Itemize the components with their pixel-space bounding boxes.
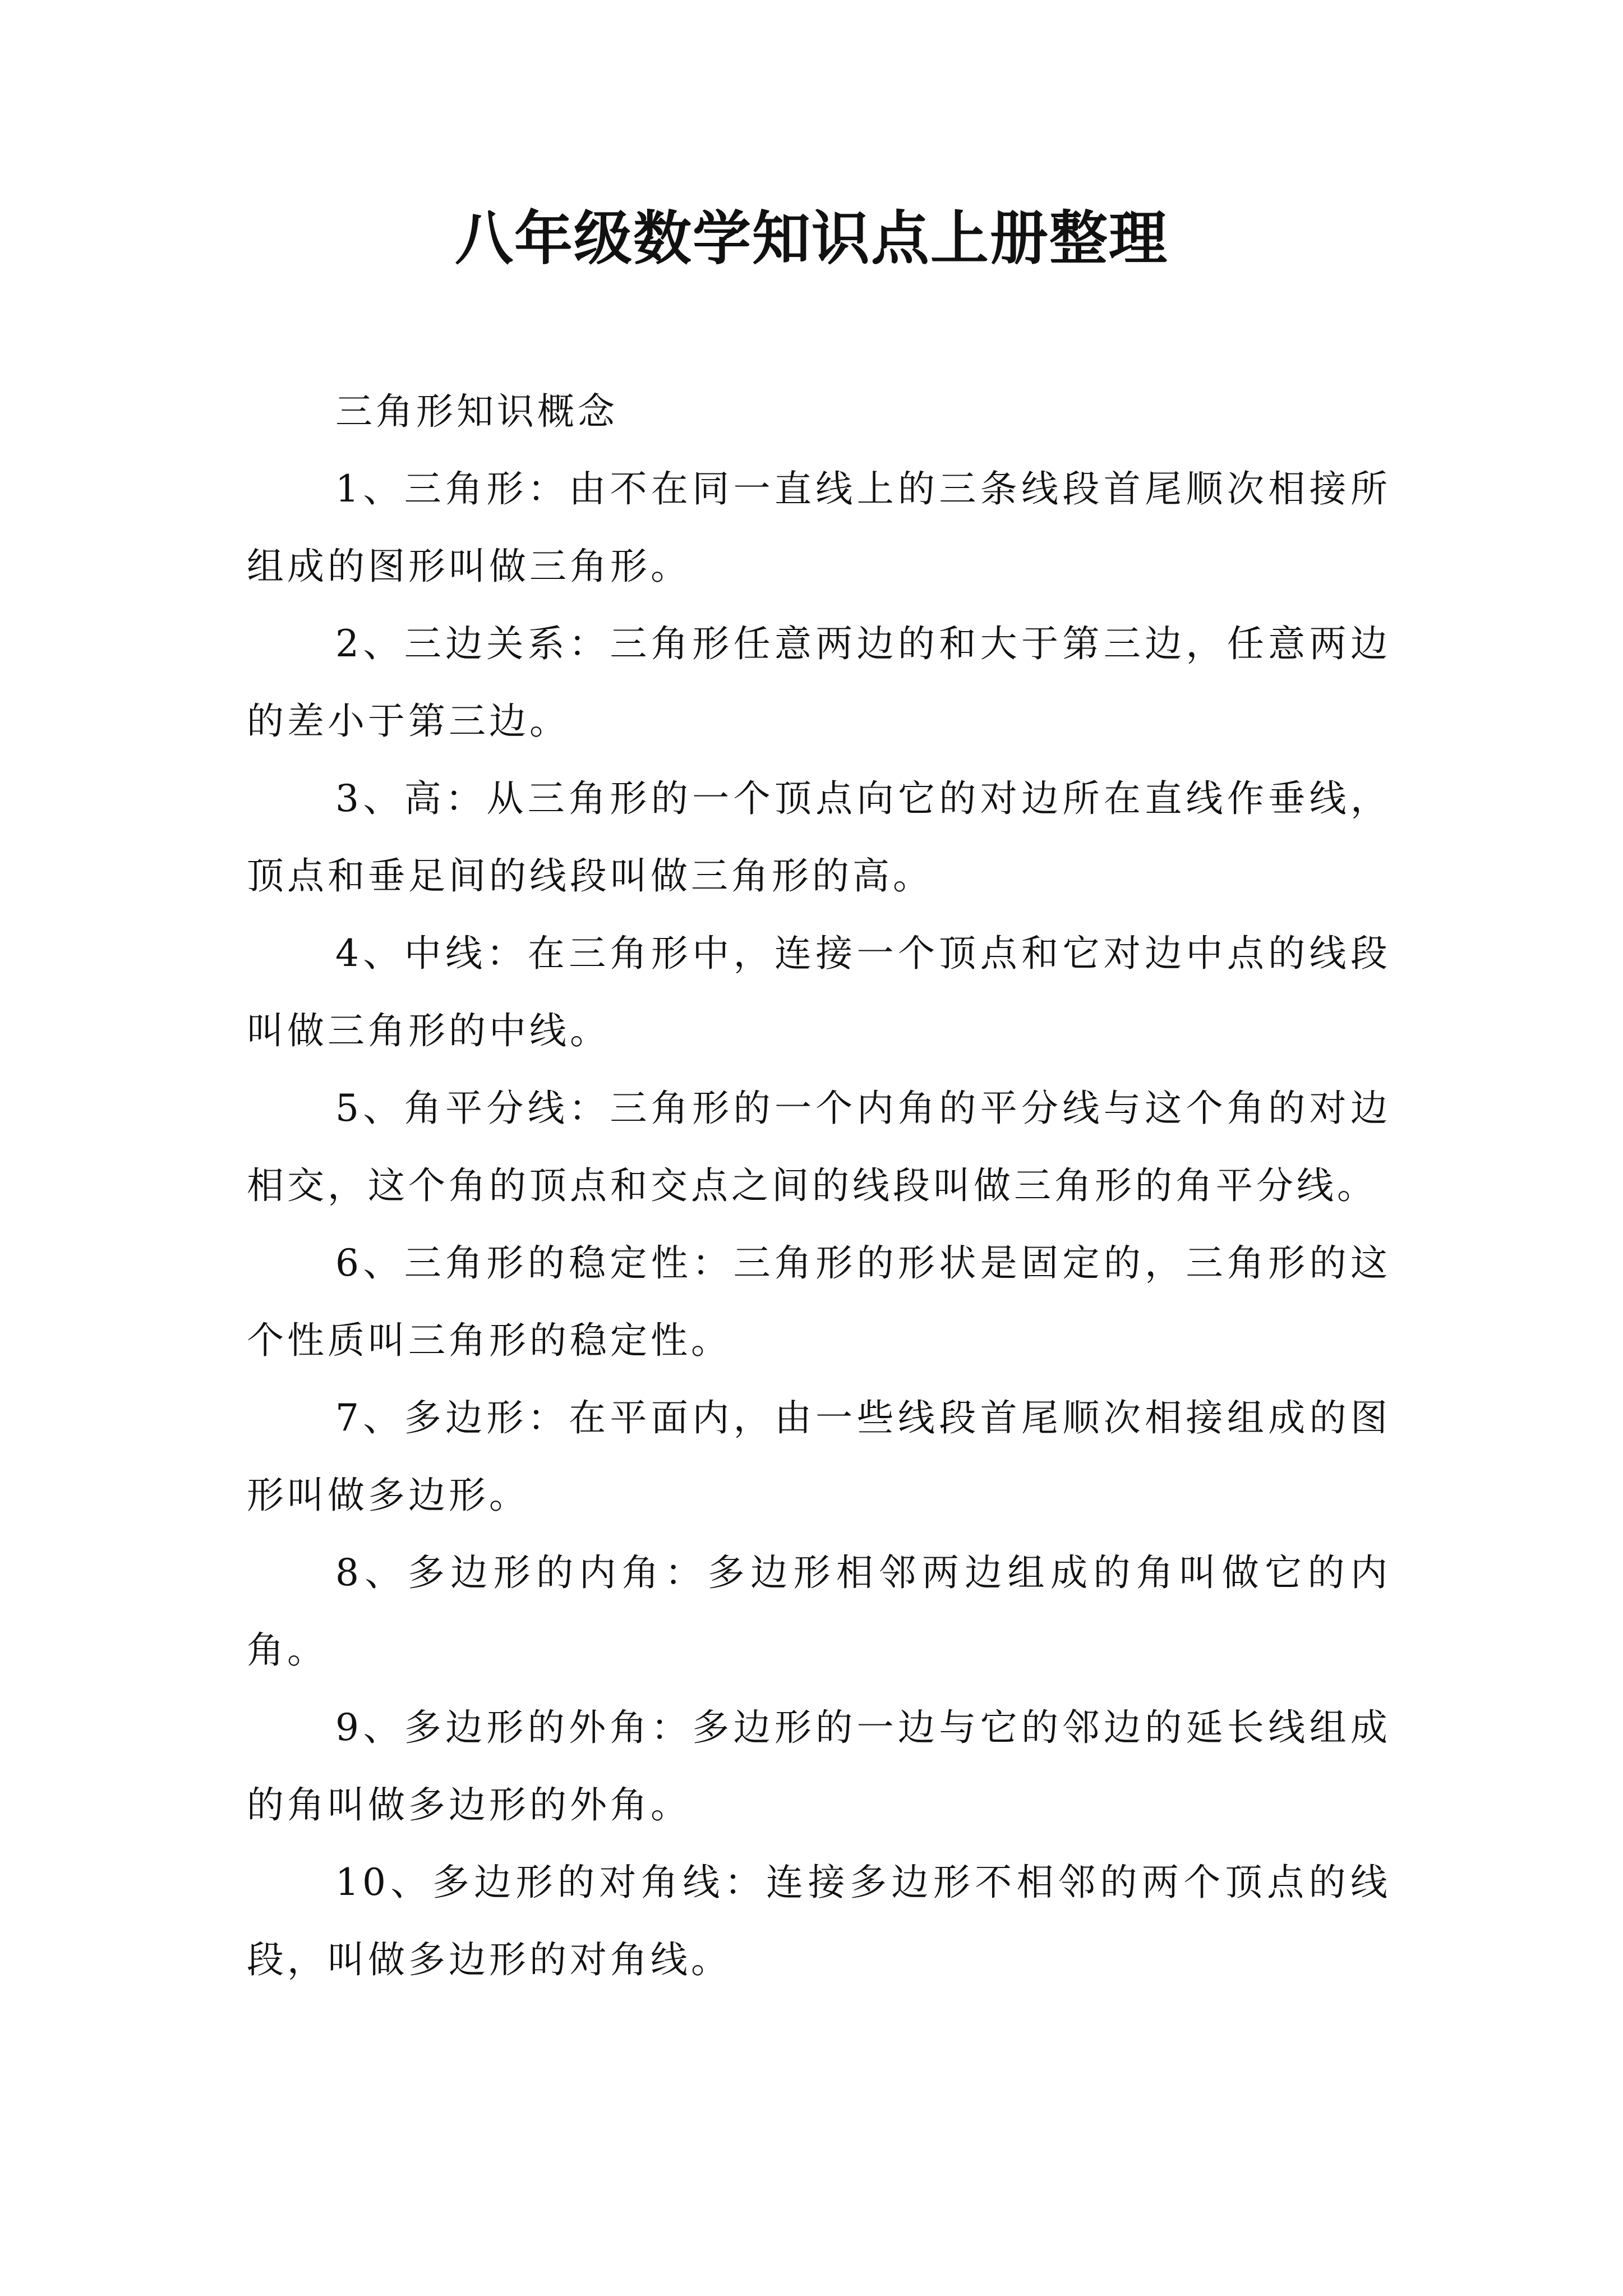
list-item: 2、三边关系：三角形任意两边的和大于第三边，任意两边的差小于第三边。: [247, 622, 1391, 743]
list-item: 4、中线：在三角形中，连接一个顶点和它对边中点的线段叫做三角形的中线。: [247, 932, 1391, 1052]
list-item: 10、多边形的对角线：连接多边形不相邻的两个顶点的线段，叫做多边形的对角线。: [247, 1861, 1391, 1981]
list-item: 6、三角形的稳定性：三角形的形状是固定的，三角形的这个性质叫三角形的稳定性。: [247, 1241, 1391, 1362]
list-item: 7、多边形：在平面内，由一些线段首尾顺次相接组成的图形叫做多边形。: [247, 1396, 1391, 1517]
document-body: [247, 373, 1391, 1999]
page-title: 八年级数学知识点上册整理: [454, 204, 1168, 273]
list-item: 3、高：从三角形的一个顶点向它的对边所在直线作垂线，顶点和垂足间的线段叫做三角形的高。: [247, 777, 1391, 898]
section-heading: 三角形知识概念: [335, 390, 618, 433]
list-item: 8、多边形的内角：多边形相邻两边组成的角叫做它的内角。: [247, 1551, 1391, 1672]
list-item: 1、三角形：由不在同一直线上的三条线段首尾顺次相接所组成的图形叫做三角形。: [247, 467, 1391, 588]
list-item: 9、多边形的外角：多边形的一边与它的邻边的延长线组成的角叫做多边形的外角。: [247, 1706, 1391, 1826]
list-item: 5、角平分线：三角形的一个内角的平分线与这个角的对边相交，这个角的顶点和交点之间的线段叫做三角形的角平分线。: [247, 1087, 1391, 1207]
